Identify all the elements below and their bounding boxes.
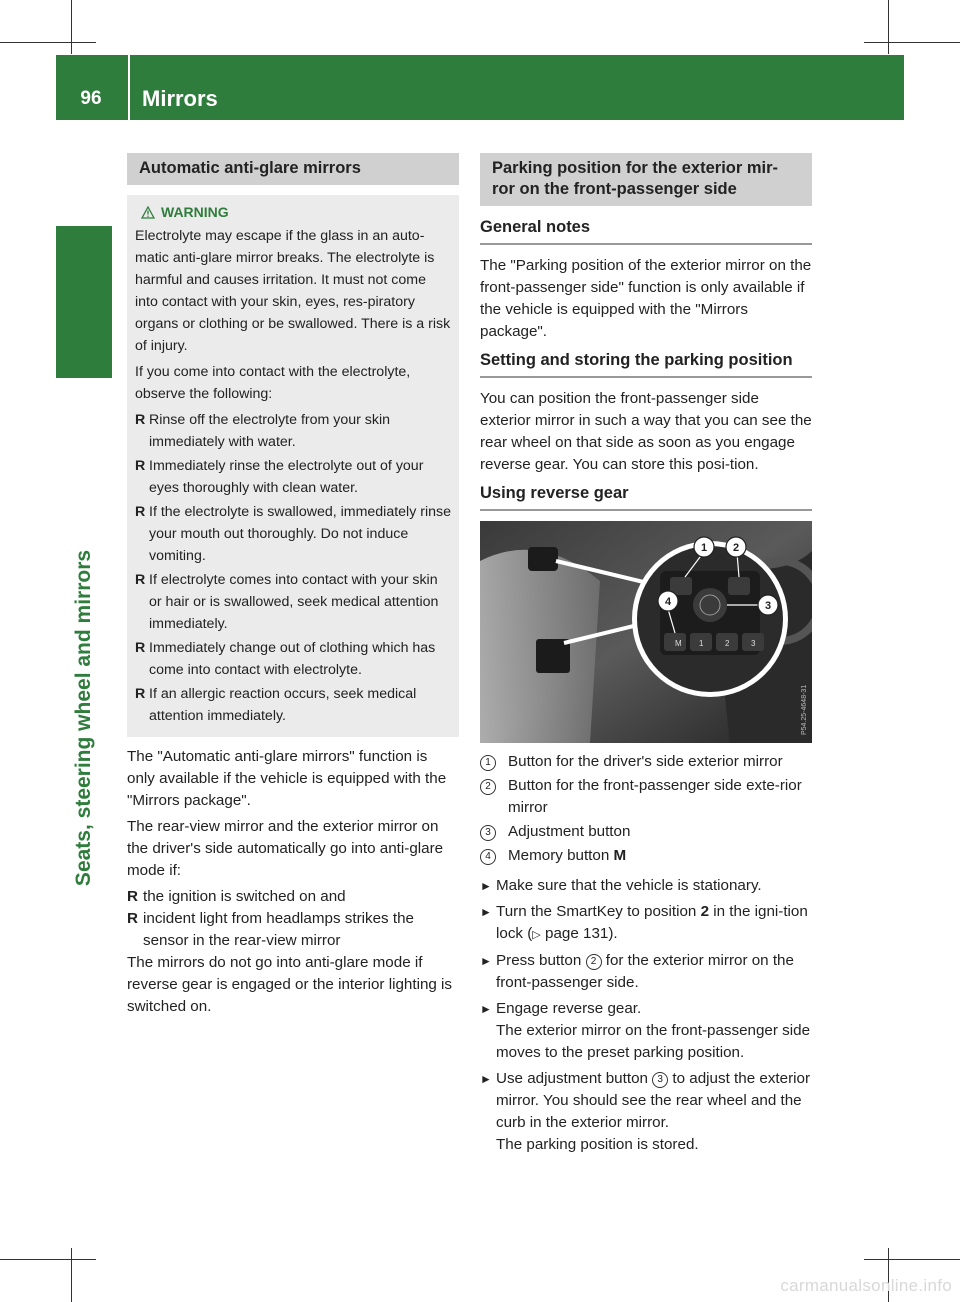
body-paragraph: You can position the front-passenger side exterior mirror in such a way that you can see the rear wheel on that side as soon as you engage reverse gear. You can store this posi-tion. [480,390,812,473]
header-divider [128,55,130,120]
door-mirror-controls-figure [480,521,812,743]
warning-label: WARNING [161,204,229,220]
adjustment-button [693,588,727,622]
button-label-1: 1 [699,639,704,648]
page-number: 96 [80,88,102,109]
warning-triangle-icon [141,206,155,219]
chapter-label: Seats, steering wheel and mirrors [72,549,95,887]
warning-text: If you come into contact with the electrolyte, observe the following: [135,364,411,402]
callout-3: 3 [764,600,772,612]
warning-bullet: R If the electrolyte is swallowed, immediately rinse your mouth out thoroughly. Do not induce vomiting. [135,504,451,564]
crop-mark [888,0,889,54]
section-heading: Automatic anti-glare mirrors [127,153,459,185]
legend-item: 3 Adjustment button [480,821,812,843]
warning-bullet: R Immediately change out of clothing which has come into contact with electrolyte. [135,640,436,678]
body-paragraph: The mirrors do not go into anti-glare mode if reverse gear is engaged or the interior lighting is switched on. [127,954,453,1015]
body-paragraph: The rear-view mirror and the exterior mirror on the driver's side automatically go into anti-glare mode if: [127,818,444,879]
crop-mark [0,42,96,43]
subheading-setting: Setting and storing the parking position [480,349,812,378]
passenger-mirror-button [728,577,750,595]
section-heading: Parking position for the exterior mir-ror on the front-passenger side [480,153,812,206]
warning-bullet: R If electrolyte comes into contact with your skin or hair or is swallowed, seek medical attention immediately. [135,572,439,632]
body-paragraph: The "Automatic anti-glare mirrors" function is only available if the vehicle is equipped with the "Mirrors package". [127,748,447,809]
right-column [480,153,812,1160]
figure-code: P54.25-4648-31 [801,684,808,735]
chapter-tab [56,226,112,378]
legend-item: 4 Memory button M [480,845,812,867]
body-paragraph: The "Parking position of the exterior mirror on the front-passenger side" function is only available if the vehicle is equipped with the "Mirrors package". [480,257,812,340]
warning-title [141,201,451,223]
warning-bullet: R Immediately rinse the electrolyte out of your eyes thoroughly with clean water. [135,458,424,496]
button-label-2: 2 [725,639,730,648]
crop-mark [864,1259,960,1260]
crop-mark [0,1259,96,1260]
legend-item: 2 Button for the front-passenger side exte-rior mirror [480,775,812,819]
subheading-reverse-gear: Using reverse gear [480,482,812,511]
button-label-3: 3 [751,639,756,648]
left-column [127,153,459,1022]
page-section-title: Mirrors [142,86,218,111]
page-reference-link[interactable]: page 131). [545,925,618,942]
warning-bullet: R If an allergic reaction occurs, seek medical attention immediately. [135,686,417,724]
instruction-step: ► Engage reverse gear. The exterior mirror on the front-passenger side moves to the preset parking position. [480,1000,811,1061]
body-bullet: R incident light from headlamps strikes the sensor in the rear-view mirror [127,910,414,949]
callout-1: 1 [700,542,708,554]
crop-mark [71,1248,72,1302]
instruction-step: ► Press button 2 for the exterior mirror on the front-passenger side. [480,952,794,991]
warning-bullet: R Rinse off the electrolyte from your skin immediately with water. [135,412,391,450]
button-label-m: M [675,639,682,648]
subheading-general-notes: General notes [480,216,812,245]
callout-4: 4 [664,596,672,608]
warning-box [127,195,459,737]
page-reference-icon: ▷ [532,929,541,941]
legend-item: 1 Button for the driver's side exterior mirror [480,751,812,773]
instruction-step: ► Make sure that the vehicle is stationary. [480,877,762,894]
instruction-step: ► Turn the SmartKey to position 2 in the igni-tion lock (▷ page 131). [480,903,808,942]
instruction-step: ► Use adjustment button 3 to adjust the exterior mirror. You should see the rear wheel and the curb in the exterior mirror. The parking position is stored. [480,1070,811,1153]
warning-text: Electrolyte may escape if the glass in an auto-matic anti-glare mirror breaks. The electrolyte is harmful and causes irritation. It must not come into contact with your skin, eyes, res-piratory organs or clothing or be swallowed. There is a risk of injury. [135,228,451,354]
crop-mark [864,42,960,43]
mirror-switch-panel [528,547,558,571]
watermark: carmanualsonline.info [780,1276,952,1295]
callout-2: 2 [732,542,740,554]
crop-mark [71,0,72,54]
body-bullet: R the ignition is switched on and [127,888,346,905]
